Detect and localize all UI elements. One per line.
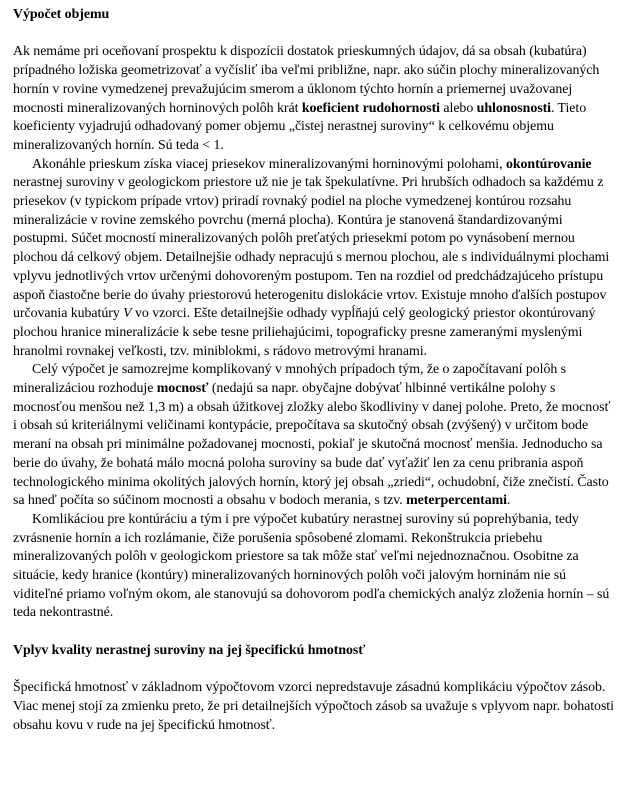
paragraph-text: Ak nemáme pri oceňovaní prospektu k dispozícii dostatok prieskumných údajov, dá sa obsah (kubatúra) prípadného ložiska geometrizovať a vyčísliť iba veľmi približne, napr. ako súčin plochy mineralizovaných hornín v rovine vymedzenej prevažujúcim smerom a úklonom týchto hornín a priemernej uvažovanej mocnosti mineralizovaných horninových polôh krát [13, 44, 600, 116]
spacer [13, 661, 617, 680]
paragraph-specific-weight: Špecifická hmotnosť v základnom výpočtovom vzorci nepredstavuje zásadnú komplikáciu výpočtov zásob. Viac menej stojí za zmienku preto, že pri detailnejších výpočtoch zásob sa uvažuje s vplyvom napr. bohatosti obsahu kovu v rude na jej špecifickú hmotnosť. [13, 680, 614, 733]
paragraph-text: alebo [439, 100, 477, 116]
bold-term-thickness: mocnosť [156, 381, 209, 397]
paragraph-text: nerastnej suroviny v geologickom priestore už nie je tak špekulatívne. Pri hrubších odhadoch sa každému z priesekov (v typickom prípade vrtov) priradí rovnaký podiel na ploche vymedzenej kontúrou rozsahu mineralizácie v rovine zemského povrchu (merná plocha). Kontúra je stanovená štandardizovanými postupmi. Súčet mocností mineralizovaných polôh preťatých priesekmi potom po vynásobení mernou plochou dá celkový objem. Detailnejšie odhady nepracujú s mernou plochou, ale s individuálnymi plochami vplyvu jednotlivých vrtov určenými dohovoreným postupom. Ten na rozdiel od predchádzajúceho prístupu aspoň čiastočne berie do úvahy priestorovú heterogenitu dislokácie vrtov. Existuje mnoho ďalších postupov určovania kubatúry [13, 175, 610, 322]
paragraph-text: . [506, 493, 511, 509]
paragraph-text: vo vzorci. Ešte detailnejšie odhady vypĺňajú celý geologický priestor okontúrovaný plochou hranice mineralizácie k sebe tesne priliehajúcimi, topograficky presne zameranými myslenými hranolmi rovnakej veľkosti, tzv. miniblokmi, s rádovo metrovými hranami. [13, 306, 596, 359]
spacer [13, 623, 617, 642]
paragraph-text: Celý výpočet je samozrejme komplikovaný v mnohých prípadoch tým, že o započítavaní polôh s mineralizáciou rozhoduje [13, 362, 567, 397]
paragraph-contouring [13, 156, 617, 362]
paragraph-text: (nedajú sa napr. obyčajne dobývať hlbinné vertikálne polohy s mocnosťou menšou než 1,3 m) a obsah úžitkovej zložky alebo škodliviny v danej polohe. Preto, že mocnosť i obsah sú kriteriálnymi veličinami kontурácie, prepočítava sa skutočný obsah (zvýšený) v určitom bode meraní na obsah pri minimálne požadovanej mocnosti, pokiaľ je skutočná mocnosť menšia. Jednoducho sa berie do úvahy, že bohatá málo mocná poloha suroviny sa bude dať vyťažiť len za cenu pribrania aspoň technologického minima okolitých jalových hornín, ktorý jej obsah „zriedi“, ochudobní, čiže znečistí. Často sa hneď počíta so súčinom mocnosti a obsahu v bodoch merania, s tzv. [13, 381, 611, 509]
section-heading-volume: Výpočet objemu [13, 7, 110, 22]
paragraph-thickness [13, 361, 617, 511]
paragraph-intro [13, 43, 617, 155]
bold-term-coal-coefficient: uhlonosnosti [476, 100, 551, 116]
document-page [13, 6, 617, 735]
paragraph-text: . Tieto koeficienty vyjadrujú odhadovaný pomer objemu „čistej nerastnej suroviny“ k celkovému objemu mineralizovaných hornín. Sú teda < 1. [13, 100, 587, 153]
spacer [13, 25, 617, 44]
bold-term-ore-coefficient: koeficient rudohornosti [301, 100, 440, 116]
section-heading-quality: Vplyv kvality nerastnej suroviny na jej špecifickú hmotnosť [13, 642, 366, 658]
paragraph-text: Akonáhle prieskum získa viacej priesekov mineralizovanými horninovými polohami, [32, 156, 506, 172]
italic-variable-v: V [123, 306, 132, 322]
bold-term-contouring: okontúrovanie [505, 156, 592, 172]
bold-term-meterpercent: meterpercentami [406, 493, 507, 509]
paragraph-complications: Komlikáciou pre kontúráciu a tým i pre výpočet kubatúry nerastnej suroviny sú poprehýbania, tedy zvrásnenie hornín a ich rozlámanie, čiže porušenia spôsobené zlomami. Rekonštrukcia priebehu mineralizovaných polôh v geologickom priestore sa tak môže stať veľmi nejednoznačnou. Osobitne za situácie, kedy hranice (kontúry) mineralizovaných horninových polôh voči jalovým horninám nie sú viditeľné priamo voľným okom, ale stanovujú sa dohovorom podľa chemických analýz zloženia hornín – sú teda nekontrastné. [13, 511, 610, 621]
